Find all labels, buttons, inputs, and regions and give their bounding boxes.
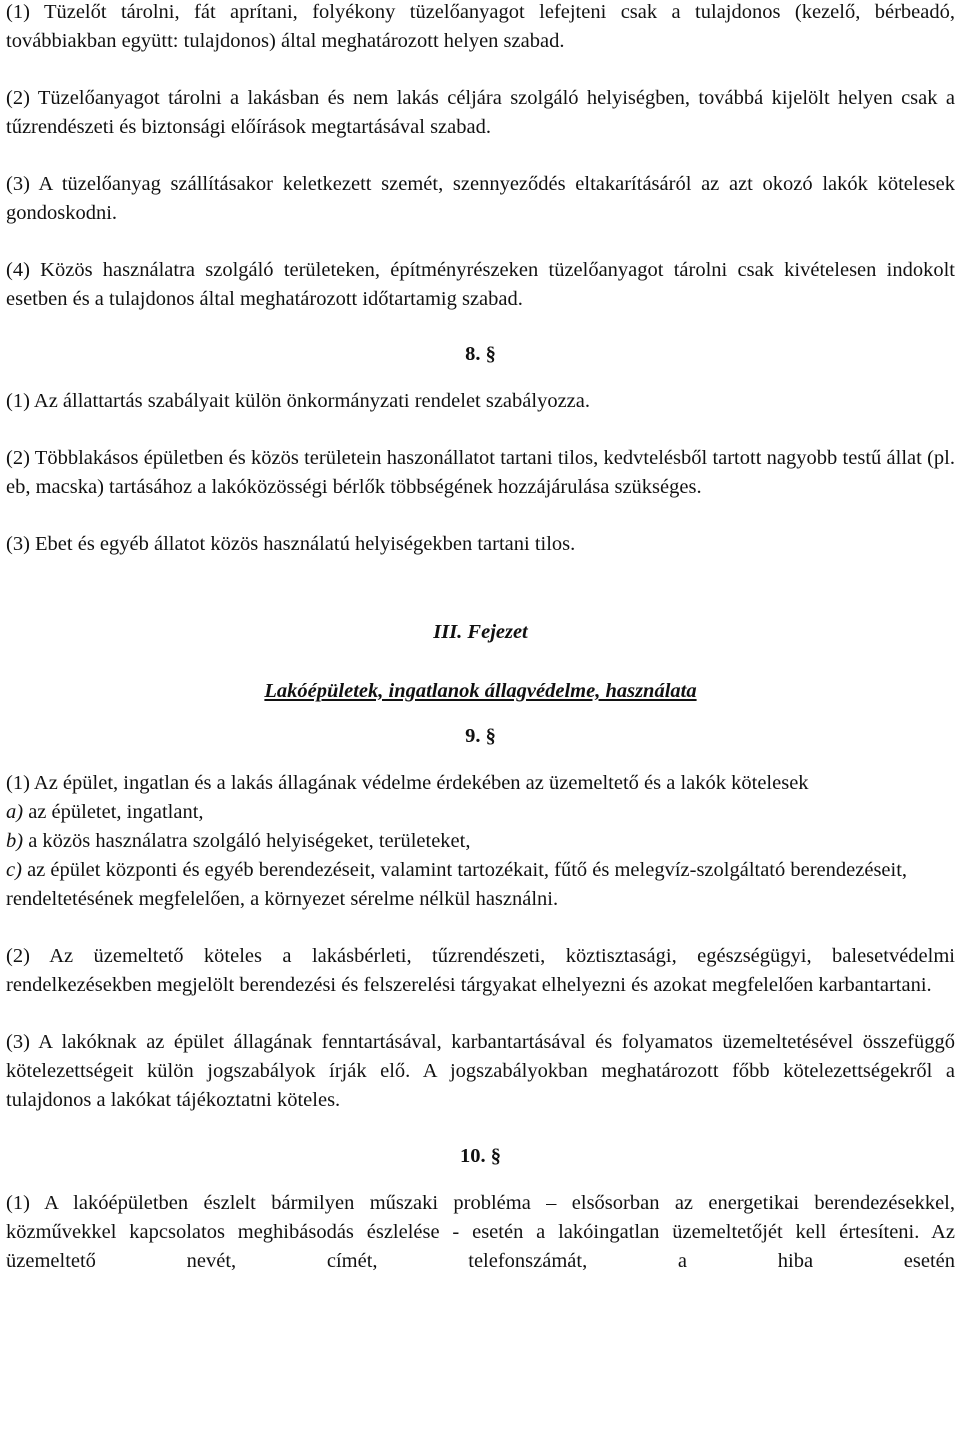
s8-paragraph-2: (2) Többlakásos épületben és közös területein haszonállatot tartani tilos, kedvtelésből tartott nagyobb testű állat (pl. eb, macska) tartásához a lakóközösségi bérlők többségének hozzájárulása szükséges.	[6, 447, 955, 498]
s9-item-c	[6, 856, 955, 885]
s9-paragraph-1-outro: rendeltetésének megfelelően, a környezet sérelme nélkül használni.	[6, 888, 559, 910]
item-b-text: a közös használatra szolgáló helyiségeket, területeket,	[23, 830, 471, 852]
s8-paragraph-3: (3) Ebet és egyéb állatot közös használatú helyiségekben tartani tilos.	[6, 533, 576, 555]
s9-paragraph-2: (2) Az üzemeltető köteles a lakásbérleti, tűzrendészeti, köztisztasági, egészségügyi, balesetvédelmi rendelkezésekben megjelölt berendezési és felszerelési tárgyakat elhelyezni és azokat megfelelően karbantartani.	[6, 945, 955, 996]
section-8-heading: 8. §	[465, 343, 496, 365]
item-b-label: b)	[6, 830, 24, 852]
section-10-heading: 10. §	[460, 1145, 501, 1167]
s7-paragraph-4: (4) Közös használatra szolgáló területeken, építményrészeken tüzelőanyagot tárolni csak kivételesen indokolt esetben és a tulajdonos által meghatározott időtartamig szabad.	[6, 259, 955, 310]
s9-item-b	[6, 827, 955, 856]
chapter-number: III. Fejezet	[433, 621, 528, 643]
document-page	[6, 0, 955, 1276]
s7-paragraph-1: (1) Tüzelőt tárolni, fát aprítani, folyékony tüzelőanyagot lefejteni csak a tulajdonos (kezelő, bérbeadó, továbbiakban együtt: tulajdonos) által meghatározott helyen szabad.	[6, 1, 955, 52]
section-9-heading: 9. §	[465, 725, 496, 747]
s9-item-a	[6, 798, 955, 827]
s9-paragraph-3: (3) A lakóknak az épület állagának fenntartásával, karbantartásával és folyamatos üzemeltetésével összefüggő kötelezettségeit külön jogszabályok írják elő. A jogszabályokban meghatározott főbb kötelezettségekről a tulajdonos a lakókat tájékoztatni köteles.	[6, 1031, 955, 1111]
chapter-title: Lakóépületek, ingatlanok állagvédelme, használata	[264, 680, 697, 702]
item-a-label: a)	[6, 801, 24, 823]
item-c-text: az épület központi és egyéb berendezéseit, valamint tartozékait, fűtő és melegvíz-szolgáltató berendezéseit,	[21, 859, 908, 881]
s9-paragraph-1-intro: (1) Az épület, ingatlan és a lakás állagának védelme érdekében az üzemeltető és a lakók kötelesek	[6, 772, 809, 794]
s10-paragraph-1: (1) A lakóépületben észlelt bármilyen műszaki probléma – elsősorban az energetikai berendezésekkel, közművekkel kapcsolatos meghibásodás észlelése - esetén a lakóingatlan üzemeltetőjét kell értesíteni. Az üzemeltető nevét, címét, telefonszámát, a hiba esetén	[6, 1192, 955, 1272]
item-a-text: az épületet, ingatlant,	[23, 801, 204, 823]
s7-paragraph-2: (2) Tüzelőanyagot tárolni a lakásban és nem lakás céljára szolgáló helyiségben, továbbá kijelölt helyen csak a tűzrendészeti és biztonsági előírások megtartásával szabad.	[6, 87, 955, 138]
s8-paragraph-1: (1) Az állattartás szabályait külön önkormányzati rendelet szabályozza.	[6, 390, 590, 412]
item-c-label: c)	[6, 859, 22, 881]
s7-paragraph-3: (3) A tüzelőanyag szállításakor keletkezett szemét, szennyeződés eltakarításáról az azt okozó lakók kötelesek gondoskodni.	[6, 173, 955, 224]
